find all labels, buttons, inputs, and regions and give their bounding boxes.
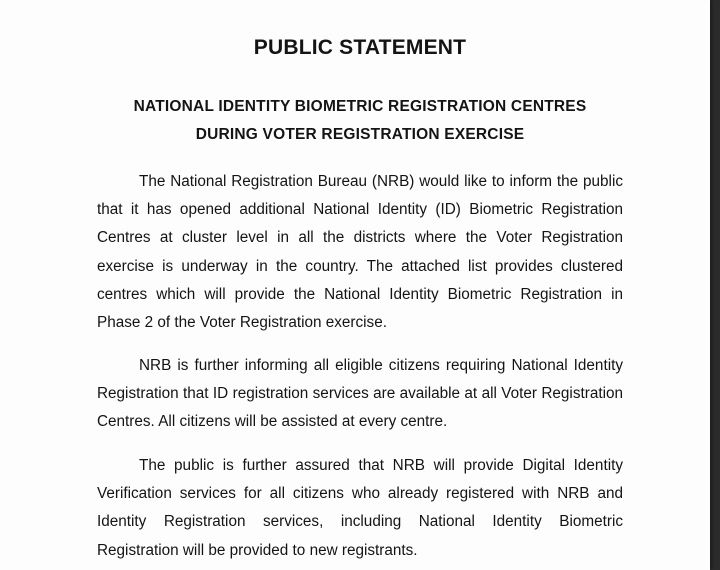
subtitle-line-1: NATIONAL IDENTITY BIOMETRIC REGISTRATION CENTRES xyxy=(133,98,587,115)
paragraph-3: The public is further assured that NRB will provide Digital Identity Verification services for all citizens who already registered with NRB and Identity Registration services, including National Identity Biometric Registration will be provided to new registrants. xyxy=(97,457,623,559)
subtitle-line-2: DURING VOTER REGISTRATION EXERCISE xyxy=(195,126,525,143)
paragraph-2: NRB is further informing all eligible citizens requiring National Identity Registration that ID registration services are available at all Voter Registration Centres. All citizens will be assisted at every centre. xyxy=(97,357,623,431)
page-title: PUBLIC STATEMENT xyxy=(253,36,467,59)
paragraph-1: The National Registration Bureau (NRB) would like to inform the public that it has opened additional National Identity (ID) Biometric Registration Centres at cluster level in all the districts where the Voter Registration exercise is underway in the country. The attached list provides clustered centres which will provide the National Identity Biometric Registration in Phase 2 of the Voter Registration exercise. xyxy=(97,173,623,332)
